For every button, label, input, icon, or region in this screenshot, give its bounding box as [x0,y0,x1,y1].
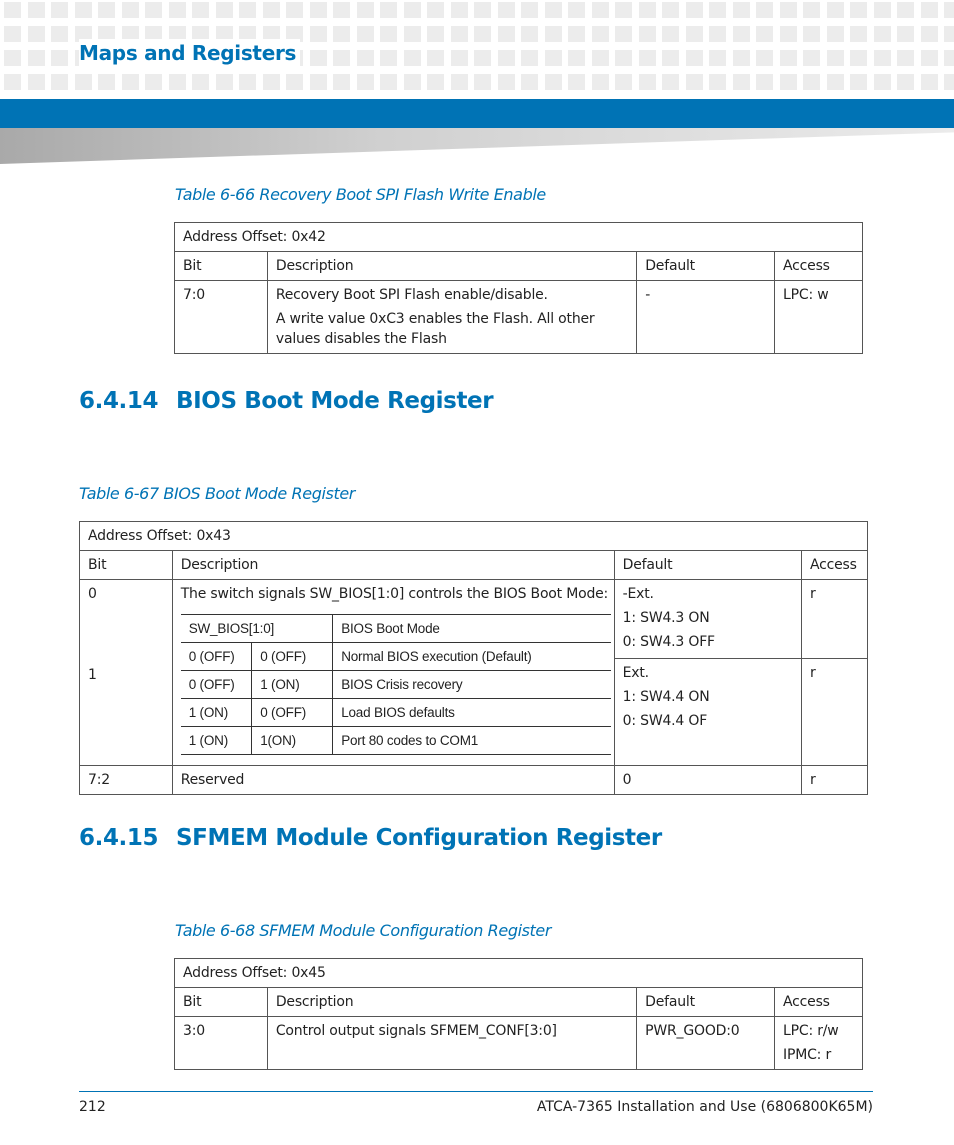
access-line: LPC: r/w [783,1023,839,1039]
pattern-square [28,2,45,18]
pattern-square [709,74,726,90]
pattern-square [686,50,703,66]
pattern-square [474,2,491,18]
pattern-square [169,74,186,90]
access-cell: r [801,659,867,766]
pattern-square [709,50,726,66]
pattern-square [286,2,303,18]
pattern-square [451,50,468,66]
pattern-square [944,50,954,66]
pattern-square [639,74,656,90]
pattern-square [921,74,938,90]
access-cell [775,1017,863,1070]
pattern-square [357,26,374,42]
pattern-square [921,2,938,18]
switch-header: BIOS Boot Mode [333,615,611,643]
pattern-square [357,50,374,66]
header-blue-band [0,99,954,128]
pattern-square [733,50,750,66]
pattern-square [662,2,679,18]
default-line: 0: SW4.4 OF [622,713,708,729]
bit-cell: 7:0 [175,281,268,354]
register-table-6-68 [174,958,863,1070]
pattern-square [28,74,45,90]
column-header: Access [801,551,867,580]
pattern-square [545,74,562,90]
pattern-square [686,74,703,90]
header-row [80,551,868,580]
switch-cell: 0 (OFF) [252,643,333,671]
register-table-6-66 [174,222,863,354]
pattern-square [850,74,867,90]
header-gray-wedge [0,128,954,164]
pattern-square [51,74,68,90]
pattern-square [286,74,303,90]
pattern-square [545,26,562,42]
pattern-square [756,26,773,42]
pattern-square [568,50,585,66]
pattern-square [592,50,609,66]
footer-rule [79,1091,873,1092]
switch-row [181,643,611,671]
pattern-square [874,74,891,90]
pattern-square [4,50,21,66]
default-cell [614,580,801,659]
section-title: BIOS Boot Mode Register [176,388,494,414]
pattern-square [4,74,21,90]
pattern-square [615,2,632,18]
address-row [80,522,868,551]
pattern-square [897,50,914,66]
switch-cell: Normal BIOS execution (Default) [333,643,611,671]
pattern-square [333,50,350,66]
pattern-square [780,26,797,42]
switch-cell: 0 (OFF) [181,671,252,699]
pattern-square [897,26,914,42]
pattern-square [498,26,515,42]
pattern-square [803,2,820,18]
pattern-square [615,26,632,42]
pattern-square [239,2,256,18]
section-number: 6.4.15 [79,825,159,851]
pattern-square [827,2,844,18]
pattern-square [98,74,115,90]
default-line: 1: SW4.4 ON [622,689,710,705]
pattern-square [568,74,585,90]
pattern-square [451,26,468,42]
switch-cell: 0 (OFF) [252,699,333,727]
description-cell [172,580,614,766]
description-line: Recovery Boot SPI Flash enable/disable. [275,287,548,303]
pattern-square [239,74,256,90]
table-row [80,766,868,795]
column-header: Default [614,551,801,580]
pattern-square [404,2,421,18]
column-header: Bit [175,252,268,281]
pattern-square [28,50,45,66]
pattern-square [568,2,585,18]
pattern-square [122,74,139,90]
pattern-square [874,2,891,18]
description-cell: Reserved [172,766,614,795]
pattern-square [850,2,867,18]
default-cell: 0 [614,766,801,795]
address-row [175,959,863,988]
register-table-6-67 [79,521,868,795]
pattern-square [51,50,68,66]
column-header: Default [637,252,775,281]
default-cell: PWR_GOOD:0 [637,1017,775,1070]
pattern-square [639,26,656,42]
pattern-square [780,2,797,18]
pattern-square [568,26,585,42]
description-cell [267,281,636,354]
table-row [80,580,868,659]
table-caption-6-68: Table 6-68 SFMEM Module Configuration Register [175,921,552,940]
bit-cell: 0 [80,580,173,659]
switch-intro: The switch signals SW_BIOS[1:0] controls the BIOS Boot Mode: [180,586,609,602]
pattern-square [333,26,350,42]
pattern-square [145,2,162,18]
pattern-square [639,2,656,18]
switch-cell: BIOS Crisis recovery [333,671,611,699]
pattern-square [780,50,797,66]
pattern-square [521,50,538,66]
pattern-square [145,74,162,90]
section-title: SFMEM Module Configuration Register [176,825,662,851]
pattern-square [756,2,773,18]
pattern-square [51,2,68,18]
pattern-square [28,26,45,42]
section-heading-6-4-15 [79,825,662,851]
pattern-square [333,2,350,18]
bit-cell: 1 [80,659,173,766]
pattern-square [404,26,421,42]
switch-header: SW_BIOS[1:0] [181,615,333,643]
table-caption-6-67: Table 6-67 BIOS Boot Mode Register [79,484,355,503]
pattern-square [75,74,92,90]
pattern-square [380,2,397,18]
pattern-square [404,50,421,66]
description-cell: Control output signals SFMEM_CONF[3:0] [267,1017,636,1070]
pattern-square [310,74,327,90]
switch-cell: Port 80 codes to COM1 [333,727,611,755]
pattern-square [427,74,444,90]
pattern-square [803,26,820,42]
pattern-square [921,26,938,42]
switch-cell: 1 (ON) [252,671,333,699]
pattern-square [897,74,914,90]
section-number: 6.4.14 [79,388,159,414]
pattern-square [803,74,820,90]
pattern-square [474,50,491,66]
switch-cell: Load BIOS defaults [333,699,611,727]
pattern-square [827,26,844,42]
default-line: -Ext. [622,586,654,602]
access-cell: r [801,766,867,795]
switch-cell: 1(ON) [252,727,333,755]
default-line: 1: SW4.3 ON [622,610,710,626]
pattern-square [827,74,844,90]
footer-doc-title: ATCA-7365 Installation and Use (6806800K65M) [536,1099,873,1115]
column-header: Default [637,988,775,1017]
page-number: 212 [79,1099,106,1115]
pattern-square [192,2,209,18]
pattern-square [709,26,726,42]
pattern-square [733,26,750,42]
pattern-square [380,74,397,90]
pattern-square [733,2,750,18]
pattern-square [827,50,844,66]
column-header: Access [775,252,863,281]
switch-header-row [181,615,611,643]
switch-row [181,699,611,727]
pattern-square [944,2,954,18]
switch-cell: 1 (ON) [181,727,252,755]
pattern-square [592,26,609,42]
header-row [175,252,863,281]
switch-cell: 0 (OFF) [181,643,252,671]
pattern-square [498,74,515,90]
pattern-square [122,2,139,18]
pattern-square [709,2,726,18]
pattern-square [333,74,350,90]
pattern-square [404,74,421,90]
column-header: Access [775,988,863,1017]
pattern-square [521,2,538,18]
column-header: Bit [175,988,268,1017]
description-line: A write value 0xC3 enables the Flash. All other values disables the Flash [275,311,595,347]
access-line: IPMC: r [783,1047,831,1063]
pattern-square [498,50,515,66]
pattern-square [803,50,820,66]
pattern-square [474,74,491,90]
switch-row [181,671,611,699]
pattern-square [615,50,632,66]
bit-cell: 7:2 [80,766,173,795]
pattern-square [521,74,538,90]
pattern-square [451,74,468,90]
pattern-square [380,26,397,42]
pattern-square [615,74,632,90]
pattern-square [380,50,397,66]
pattern-square [427,26,444,42]
header-row [175,988,863,1017]
pattern-square [639,50,656,66]
pattern-square [592,74,609,90]
address-offset: Address Offset: 0x42 [175,223,863,252]
pattern-square [756,74,773,90]
pattern-square [427,2,444,18]
pattern-square [662,50,679,66]
pattern-square [874,26,891,42]
pattern-square [850,26,867,42]
pattern-square [310,50,327,66]
pattern-square [498,2,515,18]
pattern-square [357,74,374,90]
table-caption-6-66: Table 6-66 Recovery Boot SPI Flash Write Enable [175,185,546,204]
column-header: Bit [80,551,173,580]
access-cell: r [801,580,867,659]
pattern-square [662,74,679,90]
pattern-square [310,26,327,42]
pattern-square [263,74,280,90]
pattern-square [897,2,914,18]
pattern-square [874,50,891,66]
pattern-square [451,2,468,18]
address-row [175,223,863,252]
pattern-square [75,2,92,18]
column-header: Description [267,252,636,281]
switch-table [181,614,611,755]
default-cell [614,659,801,766]
access-cell: LPC: w [775,281,863,354]
default-line: Ext. [622,665,649,681]
pattern-square [545,2,562,18]
column-header: Description [172,551,614,580]
table-row [175,281,863,354]
pattern-square [357,2,374,18]
pattern-square [51,26,68,42]
pattern-square [216,2,233,18]
pattern-square [662,26,679,42]
default-line: 0: SW4.3 OFF [622,634,715,650]
pattern-square [169,2,186,18]
address-offset: Address Offset: 0x43 [80,522,868,551]
pattern-square [98,2,115,18]
pattern-square [521,26,538,42]
pattern-square [756,50,773,66]
pattern-square [780,74,797,90]
pattern-square [850,50,867,66]
pattern-square [592,2,609,18]
running-header-title: Maps and Registers [79,39,300,67]
address-offset: Address Offset: 0x45 [175,959,863,988]
pattern-square [4,2,21,18]
pattern-square [545,50,562,66]
pattern-square [686,2,703,18]
pattern-square [4,26,21,42]
pattern-square [310,2,327,18]
pattern-square [474,26,491,42]
pattern-square [944,74,954,90]
table-row [175,1017,863,1070]
column-header: Description [267,988,636,1017]
pattern-square [263,2,280,18]
pattern-square [686,26,703,42]
pattern-square [427,50,444,66]
pattern-square [216,74,233,90]
pattern-square [192,74,209,90]
section-heading-6-4-14 [79,388,493,414]
pattern-square [733,74,750,90]
default-cell: - [637,281,775,354]
bit-cell: 3:0 [175,1017,268,1070]
pattern-square [944,26,954,42]
switch-cell: 1 (ON) [181,699,252,727]
pattern-square [921,50,938,66]
switch-row [181,727,611,755]
